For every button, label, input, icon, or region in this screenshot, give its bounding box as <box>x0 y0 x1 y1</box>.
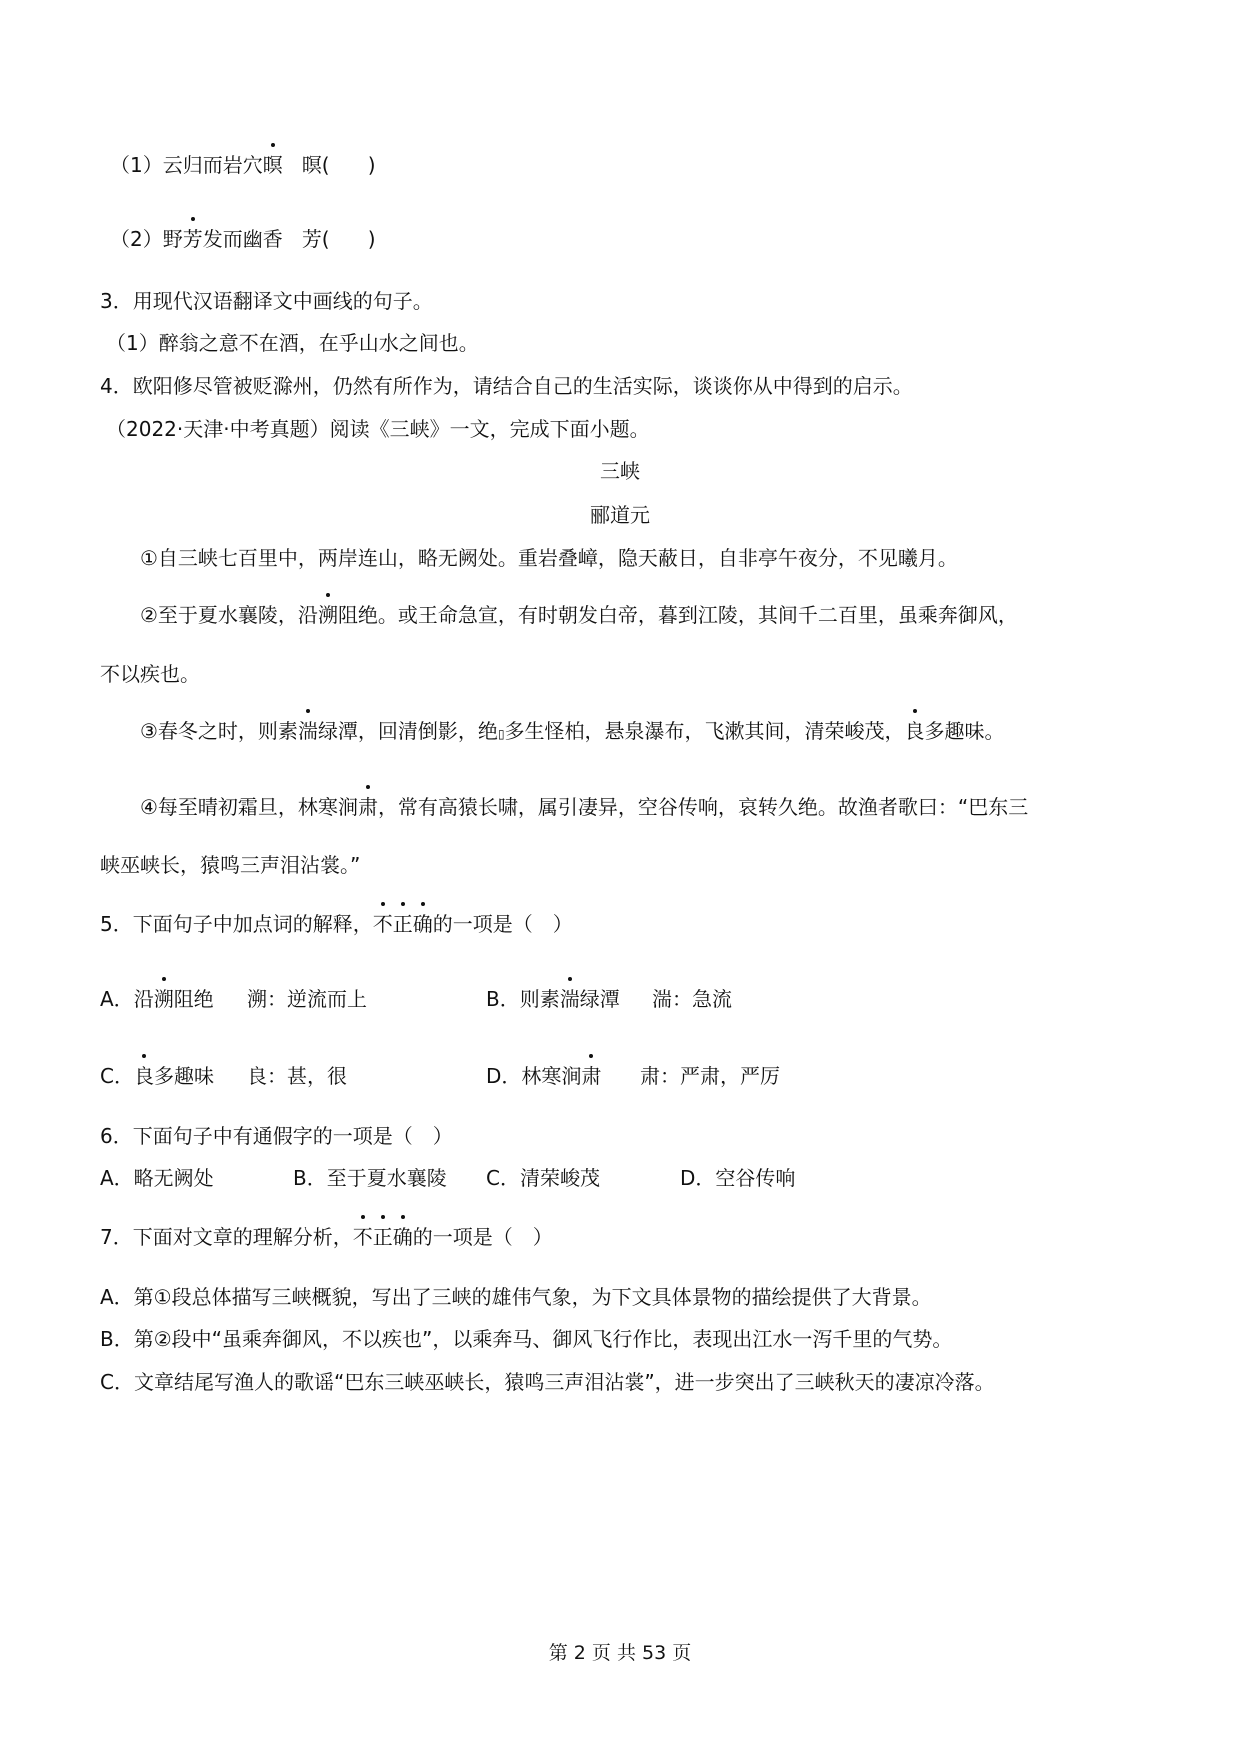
text: 的一项是（ ） <box>412 1225 553 1249</box>
passage-paragraph-4-cont: 峡巫峡长，猿鸣三声泪沾裳。” <box>100 853 361 877</box>
text: 绿潭，回清倒影，绝 <box>317 719 498 743</box>
text: 多趣味。 <box>924 719 1005 743</box>
q6-option-a[interactable]: A．略无阙处 <box>100 1166 214 1190</box>
answer-blank[interactable]: ) <box>329 153 376 177</box>
text: 阻绝。或王命急宣，有时朝发白帝，暮到江陵，其间千二百里，虽乘奔御风， <box>337 603 1018 627</box>
q5-stem <box>100 911 573 937</box>
passage-paragraph-2 <box>140 602 1018 628</box>
text: 则素 <box>519 987 560 1011</box>
q6-option-b[interactable]: B．至于夏水襄陵 <box>293 1166 447 1190</box>
passage-title: 三峡 <box>600 459 640 483</box>
q7-option-b[interactable]: B．第②段中“虽乘奔御风，不以疾也”，以乘奔马、御风飞行作比，表现出江水一泻千里的气势。 <box>100 1327 953 1351</box>
q6-option-d[interactable]: D．空谷传响 <box>680 1166 796 1190</box>
dotted-char: 确 <box>392 1225 413 1249</box>
sentence-text: 云归而岩穴 <box>162 153 263 177</box>
text: ②至于夏水襄陵，沿 <box>140 603 318 627</box>
q5-option-a[interactable] <box>100 986 214 1012</box>
dotted-char: 良 <box>133 1064 154 1088</box>
text: 绿潭 <box>579 987 620 1011</box>
text: 多生怪柏，悬泉瀑布，飞漱其间，清荣峻茂， <box>504 719 905 743</box>
q5-option-a-gloss: 溯：逆流而上 <box>247 987 367 1011</box>
text: 多趣味 <box>153 1064 214 1088</box>
passage-paragraph-2-cont: 不以疾也。 <box>100 662 200 686</box>
dotted-char: 湍 <box>297 719 318 743</box>
q7-option-a[interactable]: A．第①段总体描写三峡概貌，写出了三峡的雄伟气象，为下文具体景物的描绘提供了大背景。 <box>100 1285 932 1309</box>
q5-option-b-gloss: 湍：急流 <box>652 987 732 1011</box>
passage-paragraph-4 <box>140 794 1028 820</box>
text: 沿 <box>133 987 154 1011</box>
passage-paragraph-3 <box>140 718 1005 747</box>
dotted-char: 不 <box>352 1225 373 1249</box>
q5-option-c[interactable] <box>100 1063 214 1089</box>
text: 阻绝 <box>173 987 214 1011</box>
q5-option-c-gloss: 良：甚，很 <box>247 1064 347 1088</box>
item-number: （1） <box>110 153 163 177</box>
dotted-char: 不 <box>372 912 393 936</box>
text: 7．下面对文章的理解分析， <box>100 1225 353 1249</box>
q7-stem <box>100 1224 553 1250</box>
text: 林寒涧 <box>521 1064 582 1088</box>
q5-option-b[interactable] <box>486 986 620 1012</box>
option-label: D． <box>486 1064 522 1088</box>
option-label: B． <box>486 987 520 1011</box>
q7-option-c[interactable]: C．文章结尾写渔人的歌谣“巴东三峡巫峡长，猿鸣三声泪沾裳”，进一步突出了三峡秋天的凄凉冷落。 <box>100 1370 995 1394</box>
dotted-char: 确 <box>412 912 433 936</box>
dotted-char: 良 <box>904 719 925 743</box>
page-number: 第 2 页 共 53 页 <box>548 1642 692 1664</box>
q2-item-2 <box>110 226 376 252</box>
q5-option-d[interactable] <box>486 1063 601 1089</box>
dotted-char: 肃 <box>581 1064 602 1088</box>
sentence-text: 野 <box>162 227 183 251</box>
dotted-char: 湍 <box>559 987 580 1011</box>
q2-item-1 <box>110 152 376 178</box>
q3-stem: 3．用现代汉语翻译文中画线的句子。 <box>100 289 433 313</box>
target-word: 暝( <box>301 153 330 177</box>
q3-item-1: （1）醉翁之意不在酒，在乎山水之间也。 <box>106 331 479 355</box>
q5-option-d-gloss: 肃：严肃，严厉 <box>640 1064 780 1088</box>
sentence-text: 发而幽香 <box>202 227 283 251</box>
source-line: （2022·天津·中考真题）阅读《三峡》一文，完成下面小题。 <box>106 417 650 441</box>
text: ④每至晴初霜旦，林寒涧 <box>140 795 358 819</box>
dotted-char: 芳 <box>182 227 203 251</box>
q6-stem: 6．下面句子中有通假字的一项是（ ） <box>100 1124 453 1148</box>
passage-paragraph-1: ①自三峡七百里中，两岸连山，略无阙处。重岩叠嶂，隐天蔽日，自非亭午夜分，不见曦月。 <box>140 546 958 570</box>
dotted-char: 正 <box>372 1225 393 1249</box>
dotted-char: 暝 <box>262 153 283 177</box>
answer-blank[interactable]: ) <box>329 227 376 251</box>
dotted-char: 溯 <box>317 603 338 627</box>
q4-stem: 4．欧阳修尽管被贬滁州，仍然有所作为，请结合自己的生活实际，谈谈你从中得到的启示。 <box>100 374 913 398</box>
dotted-char: 正 <box>392 912 413 936</box>
target-word: 芳( <box>301 227 330 251</box>
text: ，常有高猿长啸，属引凄异，空谷传响，哀转久绝。故渔者歌曰：“巴东三 <box>377 795 1029 819</box>
dotted-char: 肃 <box>357 795 378 819</box>
text: 5．下面句子中加点词的解释， <box>100 912 373 936</box>
option-label: A． <box>100 987 134 1011</box>
text: ③春冬之时，则素 <box>140 719 298 743</box>
passage-author: 郦道元 <box>590 503 650 527</box>
q6-option-c[interactable]: C．清荣峻茂 <box>486 1166 600 1190</box>
dotted-char: 溯 <box>153 987 174 1011</box>
item-number: （2） <box>110 227 163 251</box>
missing-glyph: ▯ <box>497 727 505 741</box>
option-label: C． <box>100 1064 134 1088</box>
text: 的一项是（ ） <box>432 912 573 936</box>
